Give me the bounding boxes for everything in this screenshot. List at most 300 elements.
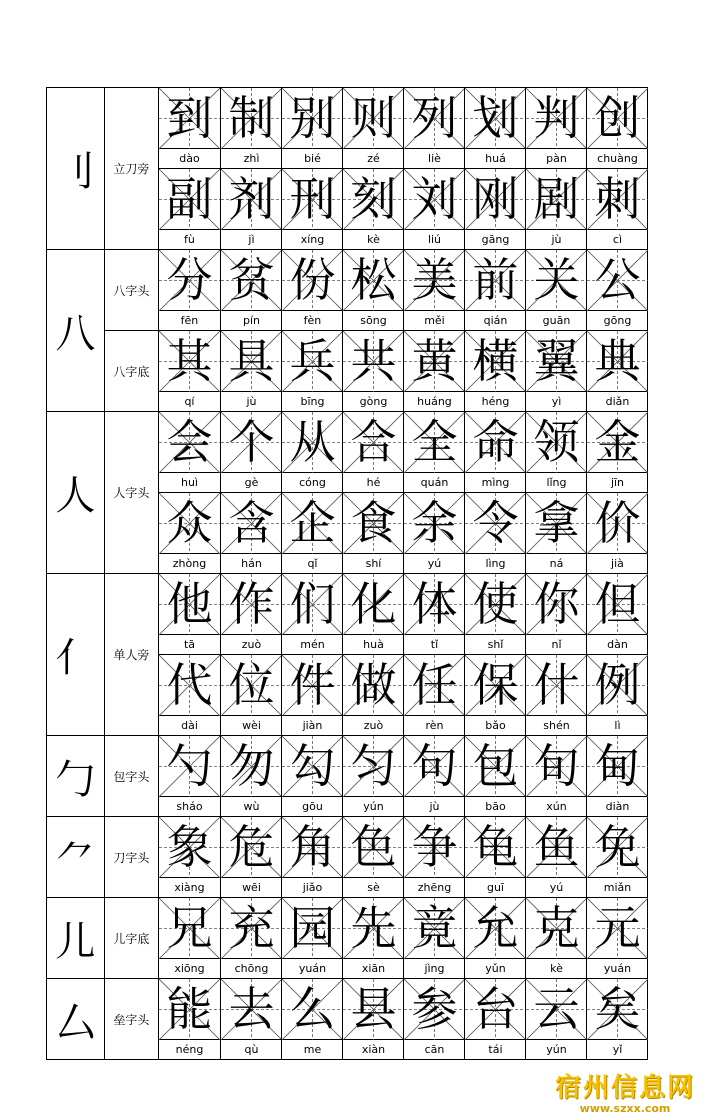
- pinyin-label: huì: [180, 476, 198, 489]
- hanzi-character: 关: [533, 253, 580, 307]
- hanzi-character: 台: [472, 982, 519, 1036]
- character-line: [159, 88, 647, 168]
- tianzi-grid-box: [221, 493, 282, 554]
- tianzi-grid-box: [159, 736, 220, 797]
- character-cell: [403, 331, 464, 411]
- pinyin-label: mìng: [481, 476, 510, 489]
- hanzi-character: 领: [533, 415, 580, 469]
- radical-char: 刂: [47, 88, 105, 250]
- pinyin-label: zuò: [241, 638, 262, 651]
- character-cell: [220, 169, 281, 249]
- hanzi-character: 分: [166, 253, 213, 307]
- character-cell: [342, 736, 403, 816]
- character-cell: [342, 979, 403, 1059]
- hanzi-character: 个: [228, 415, 275, 469]
- hanzi-character: 美: [411, 253, 458, 307]
- pinyin-label: quán: [420, 476, 449, 489]
- pinyin-label: liè: [428, 152, 441, 165]
- character-line: [159, 817, 647, 897]
- character-cell: [525, 574, 586, 654]
- pinyin-label: jìng: [424, 962, 445, 975]
- pinyin-label: gòng: [359, 395, 388, 408]
- character-line: [159, 736, 647, 816]
- hanzi-character: 化: [350, 577, 397, 631]
- character-cell: [220, 331, 281, 411]
- character-cell: [525, 412, 586, 492]
- pinyin-label: néng: [175, 1043, 204, 1056]
- watermark-title: 宿州信息网: [554, 1073, 695, 1103]
- pinyin-label: huá: [485, 152, 506, 165]
- pinyin-label: tái: [488, 1043, 503, 1056]
- pinyin-label: sháo: [176, 800, 203, 813]
- tianzi-grid-box: [404, 493, 465, 554]
- character-cell: [342, 169, 403, 249]
- tianzi-grid-box: [526, 331, 587, 392]
- pinyin-label: rèn: [425, 719, 444, 732]
- tianzi-grid-box: [587, 574, 648, 635]
- pinyin-label: xiōng: [174, 962, 205, 975]
- character-cell: [342, 898, 403, 978]
- pinyin-label: jiàn: [302, 719, 323, 732]
- hanzi-character: 含: [228, 496, 275, 550]
- tianzi-grid-box: [404, 574, 465, 635]
- character-cell: [525, 817, 586, 897]
- character-cell: [464, 817, 525, 897]
- tianzi-grid-box: [404, 655, 465, 716]
- character-cell: [403, 979, 464, 1059]
- hanzi-character: 矣: [594, 982, 641, 1036]
- hanzi-character: 从: [289, 415, 336, 469]
- pinyin-label: cì: [612, 233, 623, 246]
- character-cell: [159, 331, 220, 411]
- tianzi-grid-box: [159, 898, 220, 959]
- hanzi-character: 刺: [594, 172, 641, 226]
- pinyin-label: me: [303, 1043, 322, 1056]
- hanzi-character: 具: [228, 334, 275, 388]
- pinyin-label: zhēng: [417, 881, 452, 894]
- character-cell: [281, 493, 342, 573]
- pinyin-label: wèi: [242, 719, 261, 732]
- character-cell: [403, 88, 464, 168]
- tianzi-grid-box: [526, 250, 587, 311]
- pinyin-label: wēi: [242, 881, 261, 894]
- tianzi-grid-box: [526, 88, 587, 149]
- pinyin-label: cān: [424, 1043, 445, 1056]
- character-line: [159, 898, 647, 978]
- tianzi-grid-box: [221, 169, 282, 230]
- hanzi-character: 句: [411, 739, 458, 793]
- tianzi-grid-box: [282, 493, 343, 554]
- character-cell: [281, 412, 342, 492]
- tianzi-grid-box: [465, 331, 526, 392]
- character-cell: [159, 574, 220, 654]
- tianzi-grid-box: [465, 88, 526, 149]
- tianzi-grid-box: [587, 655, 648, 716]
- character-cell: [586, 736, 647, 816]
- hanzi-character: 松: [350, 253, 397, 307]
- tianzi-grid-box: [282, 88, 343, 149]
- pinyin-label: liú: [427, 233, 442, 246]
- hanzi-character: 参: [411, 982, 458, 1036]
- tianzi-grid-box: [587, 817, 648, 878]
- tianzi-grid-box: [282, 412, 343, 473]
- radical-row: [47, 979, 648, 1060]
- hanzi-character: 刘: [411, 172, 458, 226]
- tianzi-grid-box: [587, 88, 648, 149]
- character-grid: [158, 898, 647, 979]
- hanzi-character: 价: [594, 496, 641, 550]
- pinyin-label: héng: [481, 395, 510, 408]
- hanzi-character: 保: [472, 658, 519, 712]
- character-cell: [159, 493, 220, 573]
- pinyin-label: qí: [184, 395, 195, 408]
- hanzi-character: 包: [472, 739, 519, 793]
- character-cell: [342, 250, 403, 330]
- character-cell: [403, 412, 464, 492]
- pinyin-label: sōng: [360, 314, 387, 327]
- tianzi-grid-box: [404, 817, 465, 878]
- tianzi-grid-box: [159, 655, 220, 716]
- character-cell: [342, 574, 403, 654]
- hanzi-character: 县: [350, 982, 397, 1036]
- radical-name: 儿字底: [104, 898, 158, 979]
- character-cell: [586, 88, 647, 168]
- radical-char: 儿: [47, 898, 105, 979]
- hanzi-character: 别: [289, 91, 336, 145]
- character-cell: [464, 88, 525, 168]
- character-cell: [220, 493, 281, 573]
- hanzi-character: 兵: [289, 334, 336, 388]
- character-line: [159, 250, 647, 330]
- pinyin-label: bié: [304, 152, 321, 165]
- hanzi-character: 允: [472, 901, 519, 955]
- tianzi-grid-box: [404, 88, 465, 149]
- character-line: [159, 574, 647, 654]
- pinyin-label: cóng: [299, 476, 326, 489]
- character-cell: [159, 736, 220, 816]
- character-cell: [281, 979, 342, 1059]
- pinyin-label: bāo: [485, 800, 506, 813]
- pinyin-label: miǎn: [603, 881, 632, 894]
- character-cell: [586, 574, 647, 654]
- pinyin-label: yǐ: [612, 1043, 623, 1056]
- tianzi-grid-box: [221, 979, 282, 1040]
- hanzi-character: 克: [533, 901, 580, 955]
- character-grid: [158, 250, 647, 331]
- tianzi-grid-box: [282, 250, 343, 311]
- pinyin-label: tā: [183, 638, 196, 651]
- hanzi-character: 剂: [228, 172, 275, 226]
- tianzi-grid-box: [282, 574, 343, 635]
- hanzi-character: 角: [289, 820, 336, 874]
- hanzi-character: 食: [350, 496, 397, 550]
- hanzi-character: 龟: [472, 820, 519, 874]
- pinyin-label: xiàn: [361, 1043, 386, 1056]
- hanzi-character: 全: [411, 415, 458, 469]
- hanzi-character: 旬: [533, 739, 580, 793]
- tianzi-grid-box: [465, 736, 526, 797]
- character-cell: [159, 169, 220, 249]
- pinyin-label: diàn: [605, 800, 630, 813]
- hanzi-character: 翼: [533, 334, 580, 388]
- pinyin-label: ná: [549, 557, 564, 570]
- character-cell: [220, 817, 281, 897]
- tianzi-grid-box: [282, 169, 343, 230]
- tianzi-grid-box: [343, 169, 404, 230]
- pinyin-label: yǔn: [485, 962, 506, 975]
- hanzi-character: 什: [533, 658, 580, 712]
- tianzi-grid-box: [526, 898, 587, 959]
- tianzi-grid-box: [159, 412, 220, 473]
- pinyin-label: diǎn: [605, 395, 630, 408]
- tianzi-grid-box: [526, 412, 587, 473]
- pinyin-label: chōng: [234, 962, 269, 975]
- hanzi-character: 合: [350, 415, 397, 469]
- radical-table: [46, 87, 648, 1060]
- character-cell: [464, 493, 525, 573]
- pinyin-label: yún: [363, 800, 384, 813]
- radical-char: 人: [47, 412, 105, 574]
- tianzi-grid-box: [282, 736, 343, 797]
- pinyin-label: zuò: [363, 719, 384, 732]
- character-cell: [525, 250, 586, 330]
- hanzi-character: 会: [166, 415, 213, 469]
- hanzi-character: 金: [594, 415, 641, 469]
- tianzi-grid-box: [343, 655, 404, 716]
- character-cell: [220, 574, 281, 654]
- tianzi-grid-box: [587, 331, 648, 392]
- character-cell: [159, 898, 220, 978]
- tianzi-grid-box: [221, 574, 282, 635]
- character-cell: [342, 88, 403, 168]
- tianzi-grid-box: [221, 898, 282, 959]
- tianzi-grid-box: [587, 169, 648, 230]
- radical-name: 包字头: [104, 736, 158, 817]
- radical-name: 八字底: [104, 331, 158, 412]
- hanzi-character: 典: [594, 334, 641, 388]
- hanzi-character: 拿: [533, 496, 580, 550]
- pinyin-label: fù: [184, 233, 195, 246]
- tianzi-grid-box: [587, 979, 648, 1040]
- character-cell: [281, 655, 342, 735]
- hanzi-character: 代: [166, 658, 213, 712]
- character-cell: [220, 736, 281, 816]
- hanzi-character: 匀: [350, 739, 397, 793]
- radical-row: [47, 250, 648, 331]
- character-cell: [525, 331, 586, 411]
- pinyin-label: gōng: [603, 314, 632, 327]
- pinyin-label: kè: [550, 962, 563, 975]
- hanzi-character: 制: [228, 91, 275, 145]
- hanzi-character: 横: [472, 334, 519, 388]
- character-grid: [158, 979, 647, 1060]
- character-cell: [403, 493, 464, 573]
- hanzi-character: 使: [472, 577, 519, 631]
- tianzi-grid-box: [587, 412, 648, 473]
- character-cell: [586, 169, 647, 249]
- tianzi-grid-box: [159, 169, 220, 230]
- radical-name: 立刀旁: [104, 88, 158, 250]
- character-cell: [525, 88, 586, 168]
- tianzi-grid-box: [465, 655, 526, 716]
- radical-row: [47, 898, 648, 979]
- hanzi-character: 但: [594, 577, 641, 631]
- radical-row: [47, 88, 648, 250]
- hanzi-character: 竟: [411, 901, 458, 955]
- character-line: [159, 492, 647, 573]
- hanzi-character: 勾: [289, 739, 336, 793]
- pinyin-label: dài: [181, 719, 198, 732]
- radical-char: ⺈: [47, 817, 105, 898]
- character-cell: [464, 736, 525, 816]
- hanzi-character: 危: [228, 820, 275, 874]
- pinyin-label: lì: [614, 719, 621, 732]
- hanzi-character: 勺: [166, 739, 213, 793]
- tianzi-grid-box: [526, 655, 587, 716]
- pinyin-label: jiǎo: [302, 881, 323, 894]
- character-line: [159, 331, 647, 411]
- character-cell: [281, 88, 342, 168]
- character-cell: [464, 574, 525, 654]
- character-cell: [159, 655, 220, 735]
- tianzi-grid-box: [159, 574, 220, 635]
- character-cell: [403, 250, 464, 330]
- hanzi-character: 命: [472, 415, 519, 469]
- radical-name: 刀字头: [104, 817, 158, 898]
- tianzi-grid-box: [343, 88, 404, 149]
- hanzi-character: 作: [228, 577, 275, 631]
- hanzi-character: 刚: [472, 172, 519, 226]
- tianzi-grid-box: [465, 574, 526, 635]
- radical-row: [47, 817, 648, 898]
- hanzi-character: 到: [166, 91, 213, 145]
- character-cell: [403, 736, 464, 816]
- tianzi-grid-box: [343, 412, 404, 473]
- character-cell: [464, 169, 525, 249]
- pinyin-label: bǎo: [485, 719, 506, 732]
- pinyin-label: gè: [244, 476, 259, 489]
- character-cell: [586, 331, 647, 411]
- character-grid: [158, 817, 647, 898]
- character-cell: [342, 412, 403, 492]
- tianzi-grid-box: [282, 655, 343, 716]
- hanzi-character: 公: [594, 253, 641, 307]
- pinyin-label: tǐ: [430, 638, 439, 651]
- tianzi-grid-box: [526, 817, 587, 878]
- tianzi-grid-box: [159, 331, 220, 392]
- pinyin-label: sè: [367, 881, 380, 894]
- hanzi-character: 任: [411, 658, 458, 712]
- tianzi-grid-box: [159, 979, 220, 1040]
- tianzi-grid-box: [465, 979, 526, 1040]
- character-grid: [158, 574, 647, 736]
- hanzi-character: 免: [594, 820, 641, 874]
- pinyin-label: huáng: [417, 395, 452, 408]
- pinyin-label: shén: [543, 719, 570, 732]
- character-cell: [464, 250, 525, 330]
- pinyin-label: xún: [546, 800, 567, 813]
- tianzi-grid-box: [159, 493, 220, 554]
- hanzi-character: 做: [350, 658, 397, 712]
- tianzi-grid-box: [404, 979, 465, 1040]
- tianzi-grid-box: [465, 817, 526, 878]
- character-cell: [220, 655, 281, 735]
- pinyin-label: nǐ: [551, 638, 562, 651]
- pinyin-label: hé: [366, 476, 381, 489]
- hanzi-character: 先: [350, 901, 397, 955]
- tianzi-grid-box: [465, 898, 526, 959]
- pinyin-label: jù: [429, 800, 440, 813]
- tianzi-grid-box: [526, 736, 587, 797]
- pinyin-label: yì: [551, 395, 562, 408]
- character-cell: [586, 250, 647, 330]
- character-cell: [525, 898, 586, 978]
- hanzi-character: 前: [472, 253, 519, 307]
- character-cell: [281, 898, 342, 978]
- character-cell: [220, 979, 281, 1059]
- pinyin-label: dàn: [607, 638, 628, 651]
- tianzi-grid-box: [343, 574, 404, 635]
- hanzi-character: 刻: [350, 172, 397, 226]
- pinyin-label: huà: [363, 638, 384, 651]
- character-cell: [464, 979, 525, 1059]
- pinyin-label: jì: [248, 233, 255, 246]
- pinyin-label: shí: [365, 557, 382, 570]
- pinyin-label: zé: [367, 152, 380, 165]
- hanzi-character: 云: [533, 982, 580, 1036]
- character-cell: [342, 331, 403, 411]
- tianzi-grid-box: [526, 169, 587, 230]
- hanzi-character: 甸: [594, 739, 641, 793]
- tianzi-grid-box: [587, 250, 648, 311]
- hanzi-character: 贫: [228, 253, 275, 307]
- pinyin-label: yuán: [298, 962, 327, 975]
- character-cell: [220, 898, 281, 978]
- pinyin-label: jù: [246, 395, 257, 408]
- tianzi-grid-box: [343, 736, 404, 797]
- hanzi-character: 共: [350, 334, 397, 388]
- character-cell: [525, 736, 586, 816]
- character-cell: [586, 817, 647, 897]
- tianzi-grid-box: [159, 88, 220, 149]
- tianzi-grid-box: [465, 412, 526, 473]
- character-line: [159, 654, 647, 735]
- character-cell: [159, 817, 220, 897]
- tianzi-grid-box: [221, 88, 282, 149]
- tianzi-grid-box: [465, 250, 526, 311]
- tianzi-grid-box: [587, 898, 648, 959]
- character-cell: [159, 88, 220, 168]
- tianzi-grid-box: [221, 736, 282, 797]
- character-cell: [281, 169, 342, 249]
- tianzi-grid-box: [221, 250, 282, 311]
- hanzi-character: 色: [350, 820, 397, 874]
- tianzi-grid-box: [282, 898, 343, 959]
- pinyin-label: yuán: [603, 962, 632, 975]
- radical-char: 勹: [47, 736, 105, 817]
- watermark-logo: [550, 1067, 700, 1115]
- tianzi-grid-box: [343, 979, 404, 1040]
- character-cell: [220, 412, 281, 492]
- pinyin-label: guān: [542, 314, 571, 327]
- hanzi-character: 众: [166, 496, 213, 550]
- pinyin-label: lìng: [485, 557, 506, 570]
- pinyin-label: lǐng: [546, 476, 567, 489]
- character-cell: [281, 574, 342, 654]
- tianzi-grid-box: [282, 979, 343, 1040]
- pinyin-label: guī: [486, 881, 504, 894]
- pinyin-label: fēn: [180, 314, 199, 327]
